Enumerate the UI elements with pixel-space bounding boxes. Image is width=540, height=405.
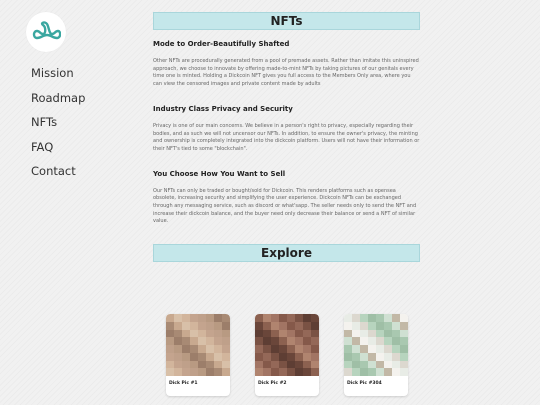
pixel-block [263,353,271,361]
pixel-block [360,330,368,338]
pixel-block [392,314,400,322]
pixel-block [344,345,352,353]
pixel-block [255,353,263,361]
section-selling [153,169,420,227]
pixel-block [190,345,198,353]
pixel-block [360,361,368,369]
pixel-block [182,368,190,376]
pixel-block [190,361,198,369]
pixel-block [311,330,319,338]
pixel-block [311,361,319,369]
pixel-block [311,337,319,345]
nav-item-mission[interactable]: Mission [31,66,74,80]
pixel-block [214,330,222,338]
pixel-block [352,368,360,376]
pixel-block [400,361,408,369]
pixel-block [384,353,392,361]
pixel-block [295,330,303,338]
pixel-block [174,322,182,330]
main-content [153,12,420,262]
nft-card-grid [165,314,420,405]
nft-card[interactable] [255,314,319,396]
pixel-block [255,330,263,338]
section-body: Privacy is one of our main concerns. We believe in a person's right to privacy, especially regarding their bodies, and as such we will not uncensor our NFTs. In addition, to ensure the owner's privacy, the minting and ownership is completely integrated into the dickcoin platform. Users will not have their information or their NFT's tied to some "blockchain". [153,122,420,152]
pixel-block [174,337,182,345]
section-body: Other NFTs are procedurally generated from a pool of premade assets. Rather than imitate this uninspired approach, we choose to innovate by offering made-to-mint NFTs by taking pictures of our genitals every time one is minted. Holding a Dickcoin NFT gives you full access to the Members Only area, where you can view the censored images and private content made by adults [153,58,419,88]
section-privacy [153,104,420,154]
pixel-block [384,330,392,338]
pixel-block [311,353,319,361]
nft-card[interactable] [344,314,408,396]
pixel-block [287,361,295,369]
pixel-block [295,368,303,376]
pixel-block [214,314,222,322]
pixel-block [368,314,376,322]
pixel-block [222,361,230,369]
pixel-block [166,330,174,338]
pixel-block [271,368,279,376]
pixel-block [271,330,279,338]
pixel-block [198,337,206,345]
pixel-block [400,314,408,322]
nft-card-caption: Dick Pic #304 [347,381,382,386]
pixel-block [384,361,392,369]
pixel-block [222,345,230,353]
pixel-block [368,361,376,369]
nft-thumbnail [344,314,408,376]
pixel-block [400,337,408,345]
pixel-block [174,330,182,338]
pixel-block [190,314,198,322]
pixel-block [206,314,214,322]
pixel-block [287,322,295,330]
pixel-block [376,322,384,330]
pixel-block [287,337,295,345]
pixel-block [344,368,352,376]
pixel-block [295,361,303,369]
section-made-to-order [153,39,420,89]
main-nav [31,65,85,188]
pixel-block [271,314,279,322]
pixel-block [214,322,222,330]
pixel-block [352,361,360,369]
section-heading: Industry Class Privacy and Security [153,104,293,113]
pixel-block [222,330,230,338]
explore-banner-title: Explore [153,244,420,262]
nft-thumbnail [255,314,319,376]
pixel-block [295,345,303,353]
pixel-block [311,314,319,322]
section-heading: Mode to Order-Beautifully Shafted [153,40,290,48]
pixel-block [400,330,408,338]
pixel-block [344,337,352,345]
pixel-block [198,330,206,338]
pixel-block [206,345,214,353]
pixel-block [198,361,206,369]
pixel-block [384,345,392,353]
pixel-block [166,368,174,376]
pixel-block [182,330,190,338]
pixel-block [174,345,182,353]
pixel-block [360,345,368,353]
nav-item-roadmap[interactable]: Roadmap [31,90,86,105]
pixel-block [344,361,352,369]
nft-thumbnail [166,314,230,376]
pixel-block [198,345,206,353]
pixel-block [400,368,408,376]
pixel-block [352,337,360,345]
nfts-banner-title: NFTs [153,12,420,30]
pixel-block [263,314,271,322]
pixel-block [384,314,392,322]
nft-card-caption: Dick Pic #1 [169,381,198,386]
nav-item-nfts[interactable]: NFTs [31,115,58,129]
pixel-block [311,345,319,353]
section-heading: You Choose How You Want to Sell [153,169,286,178]
pixel-block [166,314,174,322]
pixel-block [166,345,174,353]
pixel-block [198,368,206,376]
pixel-block [376,314,384,322]
pixel-block [206,368,214,376]
pixel-block [368,337,376,345]
pixel-block [190,330,198,338]
pixel-block [206,361,214,369]
pixel-block [376,345,384,353]
pixel-block [392,345,400,353]
pixel-block [392,322,400,330]
pixel-block [182,322,190,330]
pixel-block [303,353,311,361]
pixel-block [206,330,214,338]
pixel-block [360,368,368,376]
pixel-block [222,353,230,361]
pixel-block [263,345,271,353]
pixel-block [303,345,311,353]
pixel-block [279,314,287,322]
pixel-block [222,322,230,330]
pixel-block [400,353,408,361]
pixel-block [166,353,174,361]
pixel-block [190,353,198,361]
pixel-block [255,337,263,345]
pixel-block [392,368,400,376]
pixel-block [255,361,263,369]
pixel-block [279,322,287,330]
pixel-block [311,322,319,330]
pixel-block [166,322,174,330]
pixel-block [279,337,287,345]
pixel-block [344,322,352,330]
pixel-block [174,368,182,376]
pixel-block [368,322,376,330]
pixel-block [271,337,279,345]
pixel-block [392,330,400,338]
pixel-block [360,337,368,345]
pixel-block [174,314,182,322]
pixel-block [295,337,303,345]
pixel-block [352,322,360,330]
pixel-block [271,345,279,353]
pixel-block [206,322,214,330]
pixel-block [376,330,384,338]
pixel-block [303,361,311,369]
pixel-block [279,368,287,376]
pixel-block [271,322,279,330]
pixel-block [190,368,198,376]
pixel-block [255,322,263,330]
pixel-block [263,322,271,330]
pixel-block [190,322,198,330]
pixel-block [384,368,392,376]
pixel-block [206,353,214,361]
pixel-block [295,314,303,322]
pixel-block [400,345,408,353]
pixel-block [174,353,182,361]
pixel-block [352,353,360,361]
nav-item-faq[interactable]: FAQ [31,139,54,154]
pixel-block [279,345,287,353]
pixel-block [287,314,295,322]
nav-item-contact[interactable]: Contact [31,164,76,178]
pixel-block [392,353,400,361]
pixel-block [360,322,368,330]
pixel-block [344,330,352,338]
pixel-block [287,368,295,376]
pixel-block [344,314,352,322]
pixel-block [222,368,230,376]
pixel-block [303,337,311,345]
pixel-block [182,353,190,361]
pixel-block [352,330,360,338]
pixel-block [303,330,311,338]
pixel-block [303,368,311,376]
pixel-block [344,353,352,361]
pixel-block [166,337,174,345]
pixel-block [376,361,384,369]
pixel-block [295,322,303,330]
pixel-block [182,337,190,345]
pixel-block [271,353,279,361]
pixel-block [360,353,368,361]
pixel-block [384,322,392,330]
pixel-block [190,337,198,345]
pixel-block [384,337,392,345]
pixel-block [295,353,303,361]
pixel-block [206,337,214,345]
pixel-block [376,368,384,376]
pixel-block [287,345,295,353]
pixel-block [279,361,287,369]
pixel-block [271,361,279,369]
pixel-block [263,361,271,369]
pixel-block [279,330,287,338]
nft-card-caption: Dick Pic #2 [258,381,287,386]
pixel-block [182,345,190,353]
pixel-block [174,361,182,369]
pixel-block [182,314,190,322]
pixel-block [255,314,263,322]
pixel-block [287,330,295,338]
pixel-block [214,345,222,353]
pixel-block [392,361,400,369]
pixel-block [198,314,206,322]
pixel-block [214,368,222,376]
pixel-block [198,353,206,361]
pixel-block [263,330,271,338]
pixel-block [279,353,287,361]
pixel-block [368,330,376,338]
nft-card[interactable] [166,314,230,396]
pixel-block [360,314,368,322]
pixel-block [214,361,222,369]
pixel-block [222,337,230,345]
pixel-block [222,314,230,322]
pixel-block [368,353,376,361]
pixel-block [368,345,376,353]
sidebar [0,0,130,405]
pixel-block [287,353,295,361]
pixel-block [214,353,222,361]
pixel-block [214,337,222,345]
pixel-block [166,361,174,369]
section-body: Our NFTs can only be traded or bought/sold for Dickcoin. This renders platforms such as opensea obsolete, increasing security and simplifying the user experience. Dickcoin NFTs can be exchanged through any messaging service, such as discord or what'sapp. The seller needs only to send the NFT and increase their dickcoin balance, and the buyer need only decrease their balance or send a NFT of similar value. [153,187,417,225]
pixel-block [311,368,319,376]
pixel-block [392,337,400,345]
pixel-block [400,322,408,330]
pixel-block [376,353,384,361]
pixel-block [352,314,360,322]
pixel-block [376,337,384,345]
pixel-block [255,345,263,353]
dickcoin-logo-icon[interactable] [26,12,66,52]
pixel-block [303,322,311,330]
pixel-block [352,345,360,353]
pixel-block [368,368,376,376]
pixel-block [303,314,311,322]
pixel-block [263,368,271,376]
pixel-block [182,361,190,369]
pixel-block [263,337,271,345]
pixel-block [198,322,206,330]
pixel-block [255,368,263,376]
